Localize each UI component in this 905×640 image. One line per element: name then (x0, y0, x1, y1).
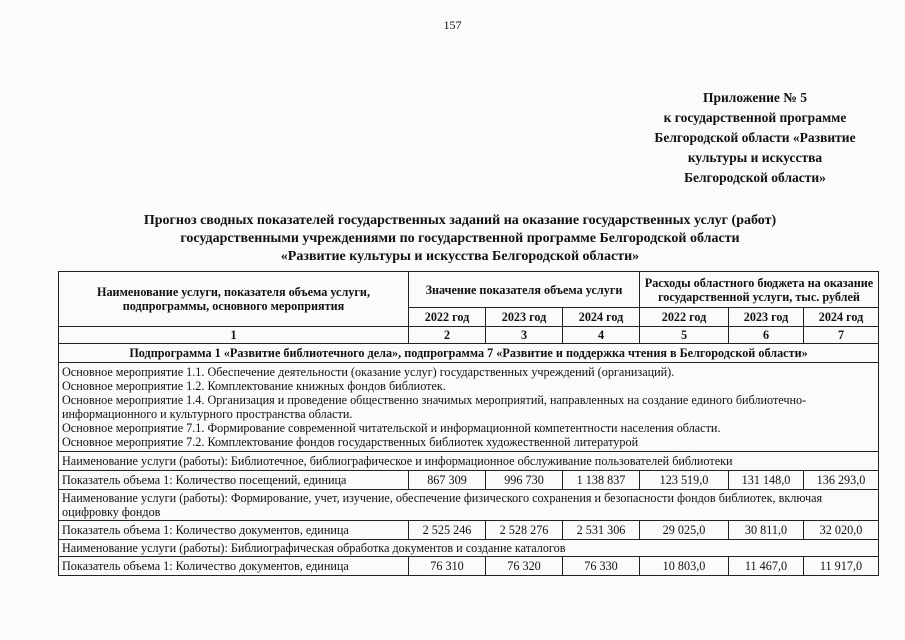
value-cell: 996 730 (486, 471, 563, 490)
title-line: Прогноз сводных показателей государственных заданий на оказание государственных услуг (работ) (143, 213, 777, 228)
header-service-name: Наименование услуги, показателя объема услуги, подпрограммы, основного мероприятия (59, 272, 409, 327)
measure-item: Основное мероприятие 1.4. Организация и проведение общественно значимых мероприятий, направленных на создание единого библиотечно-информационного и культурного пространства области. (62, 393, 807, 421)
value-cell: 11 467,0 (729, 557, 804, 576)
title-line: государственными учреждениями по государственной программе Белгородской области (180, 231, 740, 246)
column-number: 4 (563, 327, 640, 344)
header-volume-group: Значение показателя объема услуги (409, 272, 640, 308)
header-year: 2024 год (563, 308, 640, 327)
value-cell: 136 293,0 (804, 471, 879, 490)
value-cell: 2 525 246 (409, 521, 486, 540)
appendix-line: культуры и искусства (687, 150, 823, 165)
column-number: 7 (804, 327, 879, 344)
measures-cell (59, 363, 879, 452)
column-number: 2 (409, 327, 486, 344)
appendix-line: Приложение № 5 (703, 90, 807, 105)
subprogram-row: Подпрограмма 1 «Развитие библиотечного дела», подпрограмма 7 «Развитие и поддержка чтения в Белгородской области» (59, 344, 879, 363)
value-cell: 1 138 837 (563, 471, 640, 490)
header-year: 2022 год (409, 308, 486, 327)
title-line: «Развитие культуры и искусства Белгородской области» (280, 249, 640, 264)
header-year: 2024 год (804, 308, 879, 327)
value-cell: 10 803,0 (640, 557, 729, 576)
value-cell: 11 917,0 (804, 557, 879, 576)
appendix-line: к государственной программе (663, 110, 847, 125)
column-number: 5 (640, 327, 729, 344)
value-cell: 76 330 (563, 557, 640, 576)
header-year: 2023 год (486, 308, 563, 327)
column-number: 3 (486, 327, 563, 344)
value-cell: 76 310 (409, 557, 486, 576)
value-cell: 867 309 (409, 471, 486, 490)
forecast-table (58, 271, 879, 576)
appendix-line: Белгородской области «Развитие (654, 130, 856, 145)
service-name-row: Наименование услуги (работы): Библиотечное, библиографическое и информационное обслуживание пользователей библиотеки (59, 452, 879, 471)
value-cell: 29 025,0 (640, 521, 729, 540)
header-budget-group: Расходы областного бюджета на оказание государственной услуги, тыс. рублей (640, 272, 879, 308)
column-number: 6 (729, 327, 804, 344)
value-cell: 76 320 (486, 557, 563, 576)
indicator-label: Показатель объема 1: Количество посещений, единица (59, 471, 409, 490)
service-name-row: Наименование услуги (работы): Библиографическая обработка документов и создание каталогов (59, 540, 879, 557)
value-cell: 2 531 306 (563, 521, 640, 540)
appendix-line: Белгородской области» (684, 170, 826, 185)
value-cell: 30 811,0 (729, 521, 804, 540)
header-year: 2022 год (640, 308, 729, 327)
column-number: 1 (59, 327, 409, 344)
measure-item: Основное мероприятие 7.2. Комплектование фондов государственных библиотек художественной литературой (62, 435, 639, 449)
document-title (60, 212, 860, 266)
measure-item: Основное мероприятие 1.2. Комплектование книжных фондов библиотек. (62, 379, 446, 393)
value-cell: 123 519,0 (640, 471, 729, 490)
value-cell: 131 148,0 (729, 471, 804, 490)
measure-item: Основное мероприятие 7.1. Формирование современной читательской и информационной компетентности населения области. (62, 421, 721, 435)
measure-item: Основное мероприятие 1.1. Обеспечение деятельности (оказание услуг) государственных учреждений (организаций). (62, 365, 675, 379)
indicator-label: Показатель объема 1: Количество документов, единица (59, 557, 409, 576)
value-cell: 32 020,0 (804, 521, 879, 540)
appendix-block (600, 88, 905, 188)
value-cell: 2 528 276 (486, 521, 563, 540)
service-name-row: Наименование услуги (работы): Формирование, учет, изучение, обеспечение физического сохранения и безопасности фондов библиотек, включая оцифровку фондов (59, 490, 879, 521)
indicator-label: Показатель объема 1: Количество документов, единица (59, 521, 409, 540)
page-number: 157 (443, 18, 462, 32)
header-year: 2023 год (729, 308, 804, 327)
